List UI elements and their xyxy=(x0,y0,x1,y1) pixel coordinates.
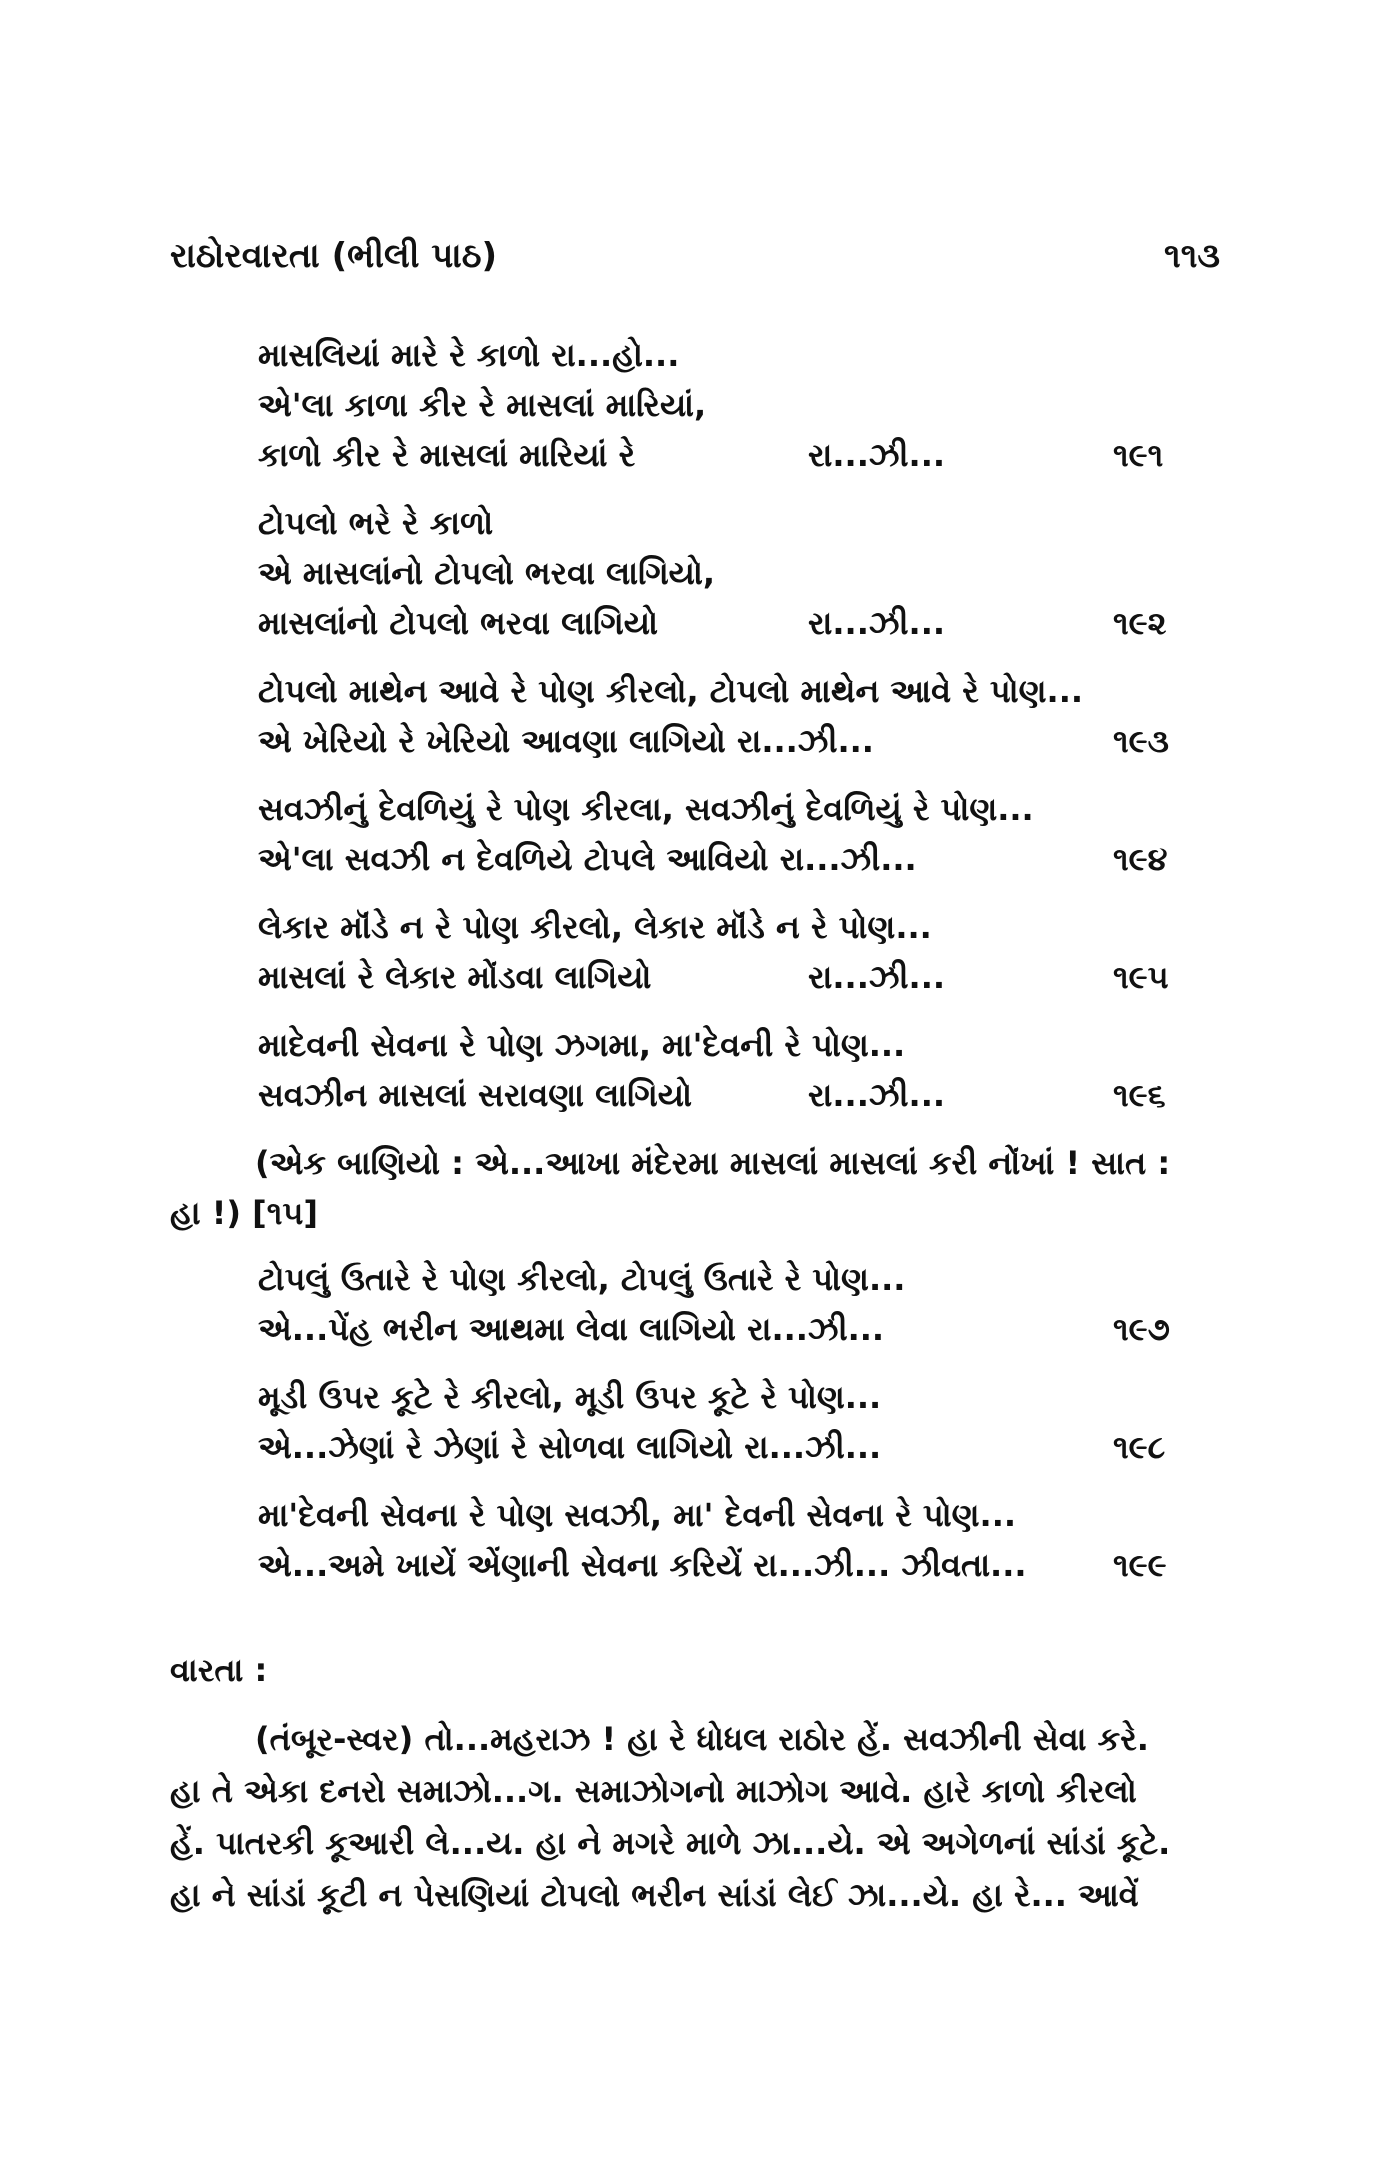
verse-line xyxy=(258,430,1218,480)
verse-number: ૧૯૧ xyxy=(1113,436,1164,474)
verse-number: ૧૯૬ xyxy=(1113,1076,1166,1114)
verse-text: એ'લા સવઝી ન દેવળિયે ટોપલે આવિયો રા...ઝી... xyxy=(258,840,917,878)
verse-number: ૧૯૨ xyxy=(1113,604,1167,642)
stanza xyxy=(258,1020,1218,1120)
verse-text: એ...અમે ખાયેં એંણાની સેવના કરિયેં રા...ઝી... ઝીવતા... xyxy=(258,1546,1027,1584)
verse-text: એ...પેંહ ભરીન આથમા લેવા લાગિયો રા...ઝી... xyxy=(258,1310,885,1348)
verse-line xyxy=(258,1372,1218,1422)
prose-line: હા ને સાંડાં કૂટી ન પેસણિયાં ટોપલો ભરીન સાંડાં લેઈ ઝા...યે. હા રે... આવેં xyxy=(170,1876,1139,1914)
verse-number: ૧૯૪ xyxy=(1113,840,1168,878)
verse-text: માસલાં રે લેકાર મોંડવા લાગિયો xyxy=(258,958,652,996)
verse-text: એ ખેરિયો રે ખેરિયો આવણા લાગિયો રા...ઝી... xyxy=(258,722,874,760)
section-heading: વારતા : xyxy=(170,1651,268,1689)
prose-paragraph xyxy=(170,1713,1220,1921)
spoken-note xyxy=(170,1138,1220,1238)
verse-text: માદેવની સેવના રે પોણ ઝગમા, મા'દેવની રે પોણ... xyxy=(258,1026,906,1064)
verse-number: ૧૯૭ xyxy=(1113,1310,1170,1348)
stanza-group-a xyxy=(258,330,1218,1120)
stanza xyxy=(258,784,1218,884)
prose-line: હેં. પાતરકી કૂઆરી લે...ય. હા ને મગરે માળે ઝા...યે. એ અગેળનાં સાંડાં કૂટે. xyxy=(170,1824,1171,1862)
verse-line xyxy=(258,1490,1218,1540)
verse-text: એ...ઝેણાં રે ઝેણાં રે સોળવા લાગિયો રા...ઝી... xyxy=(258,1428,882,1466)
verse-number: ૧૯૫ xyxy=(1113,958,1169,996)
verse-line xyxy=(258,1540,1218,1590)
verse-line xyxy=(258,784,1218,834)
stanza xyxy=(258,1490,1218,1590)
verse-number: ૧૯૩ xyxy=(1113,722,1169,760)
page-header xyxy=(170,236,1220,296)
verse-text: કાળો કીર રે માસલાં મારિયાં રે xyxy=(258,436,636,474)
verse-text: સવઝીન માસલાં સરાવણા લાગિયો xyxy=(258,1076,692,1114)
verse-line xyxy=(258,330,1218,380)
note-line: (એક બાણિયો : એ...આખા મંદેરમા માસલાં માસલાં કરી નોંખાં ! સાત : xyxy=(255,1144,1171,1182)
stanza-group-b xyxy=(258,1254,1218,1590)
verse-text: માસલાંનો ટોપલો ભરવા લાગિયો xyxy=(258,604,658,642)
verse-line xyxy=(258,902,1218,952)
verse-line xyxy=(258,380,1218,430)
song-body xyxy=(170,330,1218,1608)
refrain-text: રા...ઝી... xyxy=(808,1076,946,1114)
prose-line: (તંબૂર-સ્વર) તો...મહરાઝ ! હા રે ધોધલ રાઠોર હેં. સવઝીની સેવા કરે. xyxy=(255,1720,1149,1758)
stanza xyxy=(258,330,1218,480)
verse-text: મૂડી ઉપર કૂટે રે કીરલો, મૂડી ઉપર કૂટે રે પોણ... xyxy=(258,1378,882,1416)
prose-section xyxy=(170,1645,1220,1921)
prose-line: હા તે એકા દનરો સમાઝો...ગ. સમાઝોગનો માઝોગ આવે. હારે કાળો કીરલો xyxy=(170,1772,1137,1810)
stanza xyxy=(258,1254,1218,1354)
verse-line xyxy=(258,1304,1218,1354)
stanza xyxy=(258,1372,1218,1472)
verse-line xyxy=(258,716,1218,766)
verse-line xyxy=(258,1422,1218,1472)
verse-text: મા'દેવની સેવના રે પોણ સવઝી, મા' દેવની સેવના રે પોણ... xyxy=(258,1496,1017,1534)
verse-text: સવઝીનું દેવળિયું રે પોણ કીરલા, સવઝીનું દેવળિયું રે પોણ... xyxy=(258,790,1034,828)
verse-text: ટોપલું ઉતારે રે પોણ કીરલો, ટોપલું ઉતારે રે પોણ... xyxy=(258,1260,906,1298)
verse-line xyxy=(258,548,1218,598)
verse-number: ૧૯૮ xyxy=(1113,1428,1166,1466)
verse-line xyxy=(258,1254,1218,1304)
refrain-text: રા...ઝી... xyxy=(808,604,946,642)
verse-line xyxy=(258,598,1218,648)
verse-line xyxy=(258,834,1218,884)
stanza xyxy=(258,666,1218,766)
verse-text: એ માસલાંનો ટોપલો ભરવા લાગિયો, xyxy=(258,554,716,592)
verse-line xyxy=(258,952,1218,1002)
verse-text: ટોપલો ભરે રે કાળો xyxy=(258,504,494,542)
stanza xyxy=(258,498,1218,648)
verse-text: લેકાર મૉંડે ન રે પોણ કીરલો, લેકાર મૉંડે ન રે પોણ... xyxy=(258,908,932,946)
note-line: હા !) [૧૫] xyxy=(170,1194,319,1232)
verse-line xyxy=(258,666,1218,716)
stanza xyxy=(258,902,1218,1002)
verse-number: ૧૯૯ xyxy=(1113,1546,1167,1584)
verse-text: માસલિયાં મારે રે કાળો રા...હો... xyxy=(258,336,680,374)
verse-line xyxy=(258,498,1218,548)
verse-text: એ'લા કાળા કીર રે માસલાં મારિયાં, xyxy=(258,386,707,424)
page-number: ૧૧૩ xyxy=(1164,236,1220,276)
refrain-text: રા...ઝી... xyxy=(808,958,946,996)
verse-line xyxy=(258,1020,1218,1070)
verse-line xyxy=(258,1070,1218,1120)
verse-text: ટોપલો માથેન આવે રે પોણ કીરલો, ટોપલો માથેન આવે રે પોણ... xyxy=(258,672,1084,710)
refrain-text: રા...ઝી... xyxy=(808,436,946,474)
running-title: રાઠોરવારતા (ભીલી પાઠ) xyxy=(170,236,498,276)
